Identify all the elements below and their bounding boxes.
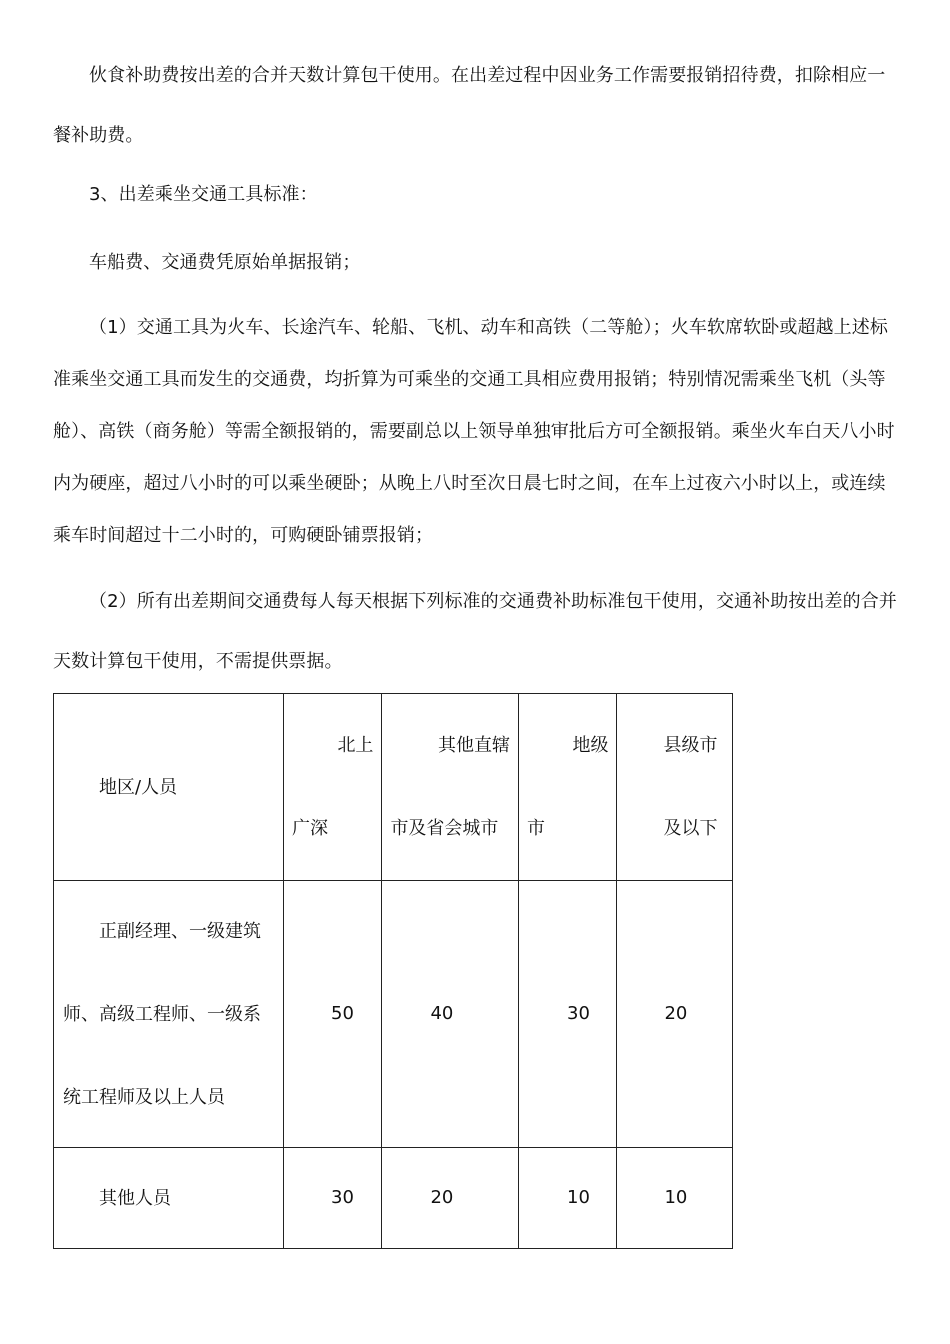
row-label-senior-staff: 正副经理、一级建筑师、高级工程师、一级系统工程师及以上人员 bbox=[54, 881, 284, 1148]
header-municipality-line2: 市及省会城市 bbox=[390, 818, 499, 839]
header-municipality-line1: 其他直辖 bbox=[438, 735, 511, 756]
meal-allowance-paragraph: 伙食补助费按出差的合并天数计算包干使用。在出差过程中因业务工作需要报销招待费，扣除相应一餐补助费。 bbox=[53, 65, 886, 146]
transport-allowance-table bbox=[53, 693, 733, 1249]
header-prefecture-city bbox=[519, 694, 617, 881]
header-tier1-line2: 广深 bbox=[292, 818, 329, 839]
reimburse-basis-paragraph: 车船费、交通费凭原始单据报销； bbox=[89, 252, 361, 273]
row-other-county-value: 10 bbox=[617, 1148, 733, 1249]
row-other-prefecture-value: 10 bbox=[519, 1148, 617, 1249]
header-prefecture-line2: 市 bbox=[527, 818, 546, 839]
header-county-line2: 及以下 bbox=[663, 818, 718, 839]
transport-item-2-paragraph: （2）所有出差期间交通费每人每天根据下列标准的交通费补助标准包干使用，交通补助按出差的合并天数计算包干使用，不需提供票据。 bbox=[53, 591, 897, 672]
header-municipality-capital bbox=[382, 694, 519, 881]
row-other-tier1-value: 30 bbox=[284, 1148, 382, 1249]
row-senior-tier1-value: 50 bbox=[284, 881, 382, 1148]
header-tier1-cities bbox=[284, 694, 382, 881]
transport-item-1-paragraph: （1）交通工具为火车、长途汽车、轮船、飞机、动车和高铁（二等舱）；火车软席软卧或超越上述标准乘坐交通工具而发生的交通费，均折算为可乘坐的交通工具相应费用报销；特别情况需乘坐飞机（头等舱）、高铁（商务舱）等需全额报销的，需要副总以上领导单独审批后方可全额报销。乘坐火车白天八小时内为硬座，超过八小时的可以乘坐硬卧；从晚上八时至次日晨七时之间，在车上过夜六小时以上，或连续乘车时间超过十二小时的，可购硬卧铺票报销； bbox=[53, 317, 895, 546]
section-3-heading: 3、出差乘坐交通工具标准： bbox=[89, 184, 318, 205]
row-label-other-staff: 其他人员 bbox=[54, 1148, 284, 1249]
header-tier1-line1: 北上 bbox=[337, 735, 374, 756]
header-region-person: 地区/人员 bbox=[54, 694, 284, 881]
row-senior-prefecture-value: 30 bbox=[519, 881, 617, 1148]
table-row bbox=[54, 1148, 733, 1249]
row-senior-county-value: 20 bbox=[617, 881, 733, 1148]
header-county-line1: 县级市 bbox=[663, 735, 718, 756]
table-header-row bbox=[54, 694, 733, 881]
table-row bbox=[54, 881, 733, 1148]
row-other-municipality-value: 20 bbox=[382, 1148, 519, 1249]
header-prefecture-line1: 地级 bbox=[572, 735, 609, 756]
header-county-city bbox=[617, 694, 733, 881]
row-senior-municipality-value: 40 bbox=[382, 881, 519, 1148]
